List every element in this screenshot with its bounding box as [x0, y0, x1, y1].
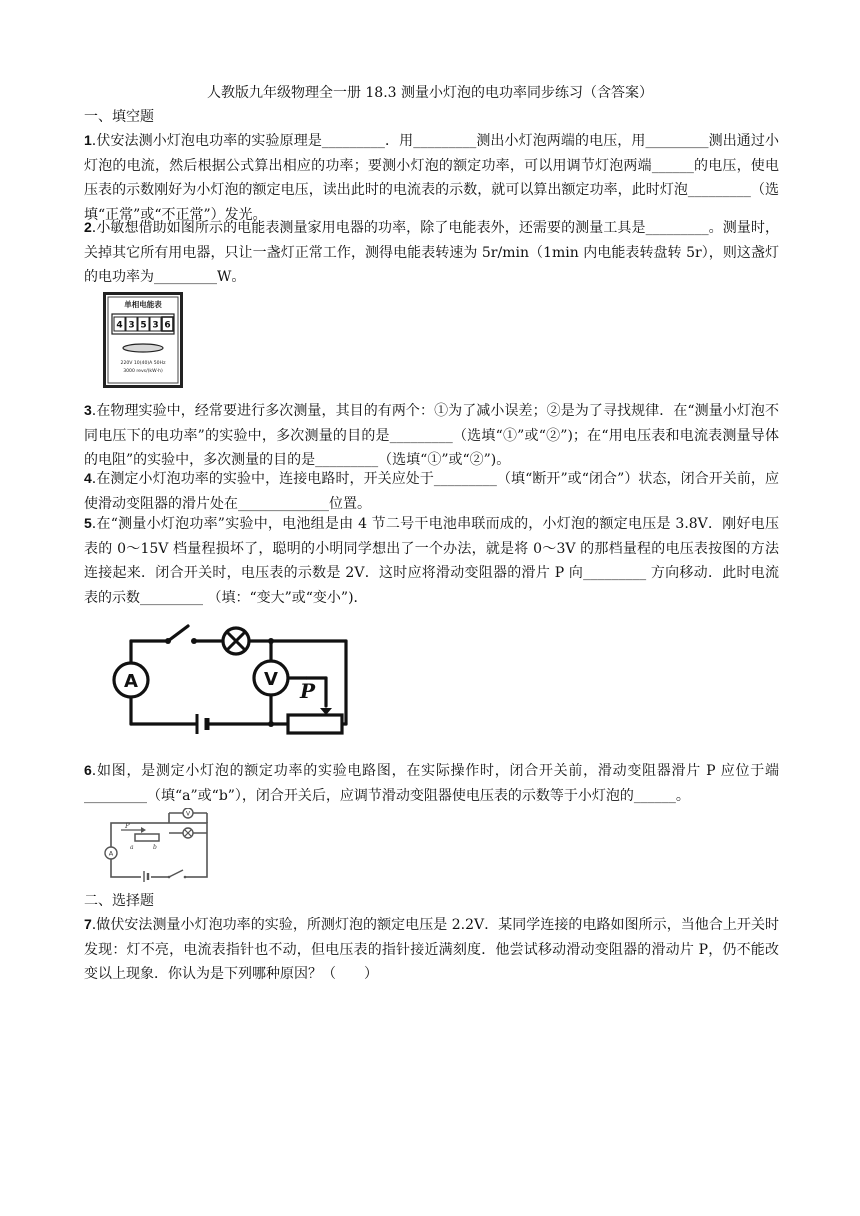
meter-spec-constant: 3000 revs/(kW·h): [123, 369, 163, 374]
question-3: [84, 398, 779, 473]
question-number: 6: [84, 762, 92, 778]
meter-digit: 5: [140, 320, 147, 331]
question-number: 1: [84, 132, 92, 148]
question-number: 7: [84, 916, 92, 932]
slider-label: P: [300, 679, 316, 703]
switch-contact: [191, 638, 197, 644]
question-4: [84, 466, 779, 516]
switch-icon: [168, 868, 187, 882]
meter-label: 单相电能表: [124, 300, 162, 309]
question-7: [84, 912, 779, 987]
question-6: [84, 758, 779, 808]
question-text: .在测定小灯泡功率的实验中，连接电路时，开关应处于_________（填“断开”或“闭合”）状态，闭合开关前，应使滑动变阻器的滑片处在_____________位置。: [84, 471, 779, 512]
section-fill-in: 一、填空题: [84, 109, 154, 125]
question-number: 3: [84, 402, 92, 418]
lamp-icon: [183, 828, 193, 838]
question-text: .伏安法测小灯泡电功率的实验原理是_________．用_________测出小灯泡两端的电压，用_________测出通过小灯泡的电流，然后根据公式算出相应的功率；要测小灯泡的额定功率，可以用调节灯泡两端______的电压，使电压表的示数刚好为小灯泡的额定电压，读出此时的电流表的示数，就可以算出额定功率，此时灯泡_________（选填“正常”或“不正常”）发光。: [84, 133, 779, 223]
end-label-b: b: [153, 844, 157, 851]
voltmeter-label: V: [185, 810, 191, 818]
section-multiple-choice: 二、选择题: [84, 893, 154, 909]
battery-icon: [197, 714, 207, 734]
ammeter-label: A: [124, 671, 138, 692]
voltmeter-icon: [183, 808, 193, 818]
energy-meter-figure: [103, 292, 183, 388]
page-title: 人教版九年级物理全一册 18.3 测量小灯泡的电功率同步练习（含答案）: [206, 85, 654, 101]
question-text: .小敏想借助如图所示的电能表测量家用电器的功率，除了电能表外，还需要的测量工具是_________。测量时，关掉其它所有用电器，只让一盏灯正常工作，测得电能表转速为 5r/min（1min 内电能表转盘转 5r），则这盏灯的电功率为_________W。: [84, 220, 779, 285]
lamp-icon: [223, 628, 249, 654]
meter-digit: 6: [164, 320, 171, 331]
meter-dial-disc: [123, 344, 163, 352]
circuit-diagram-q6: [99, 808, 211, 882]
question-number: 5: [84, 515, 92, 531]
question-text: .在“测量小灯泡功率”实验中，电池组是由 4 节二号干电池串联而成的，小灯泡的额定电压是 3.8V．刚好电压表的 0～15V 档量程损坏了，聪明的小明同学想出了一个办法，就是将 0～3V 的那档量程的电压表按图的方法连接起来．闭合开关时，电压表的示数是 2V．这时应将滑动变阻器的滑片 P 向_________ 方向移动．此时电流表的示数_________ （填：“变大”或“变小”)．: [84, 516, 779, 606]
question-number: 2: [84, 219, 92, 235]
ammeter-label: A: [108, 849, 114, 858]
battery-icon: [141, 871, 151, 882]
end-label-a: a: [130, 844, 134, 851]
question-text: .在物理实验中，经常要进行多次测量，其目的有两个：①为了减小误差；②是为了寻找规律．在“测量小灯泡不同电压下的电功率”的实验中，多次测量的目的是_________（选填“①”或“②”)；在“用电压表和电流表测量导体的电阻”的实验中，多次测量的目的是_________（选填“①”或“②”)。: [84, 403, 779, 468]
voltmeter-label: V: [264, 669, 278, 690]
meter-digit: 4: [116, 320, 123, 331]
question-1: [84, 128, 779, 227]
switch-blade: [168, 626, 188, 641]
circuit-diagram-q5: [110, 616, 360, 736]
meter-digit: 3: [128, 320, 135, 331]
question-number: 4: [84, 470, 92, 486]
question-5: [84, 511, 779, 610]
rheostat-icon: [288, 679, 342, 733]
voltmeter-icon: [254, 661, 288, 695]
rheostat-icon: [135, 834, 159, 841]
question-text: .做伏安法测量小灯泡功率的实验，所测灯泡的额定电压是 2.2V．某同学连接的电路如图所示，当他合上开关时发现：灯不亮，电流表指针也不动，但电压表的指针接近满刻度．他尝试移动滑动变阻器的滑动片 P，仍不能改变以上现象．你认为是下列哪种原因？（ ）: [84, 917, 779, 982]
ammeter-icon: [114, 663, 148, 697]
meter-spec-rating: 220V 10(40)A 50Hz: [120, 361, 166, 366]
meter-digit: 3: [152, 320, 159, 331]
question-2: [84, 215, 779, 290]
ammeter-icon: [105, 847, 117, 859]
slider-label: P: [125, 822, 130, 830]
question-text: .如图，是测定小灯泡的额定功率的实验电路图，在实际操作时，闭合开关前，滑动变阻器滑片 P 应位于端_________（填“a”或“b”），闭合开关后，应调节滑动变阻器使电压表的示数等于小灯泡的______。: [84, 763, 779, 804]
